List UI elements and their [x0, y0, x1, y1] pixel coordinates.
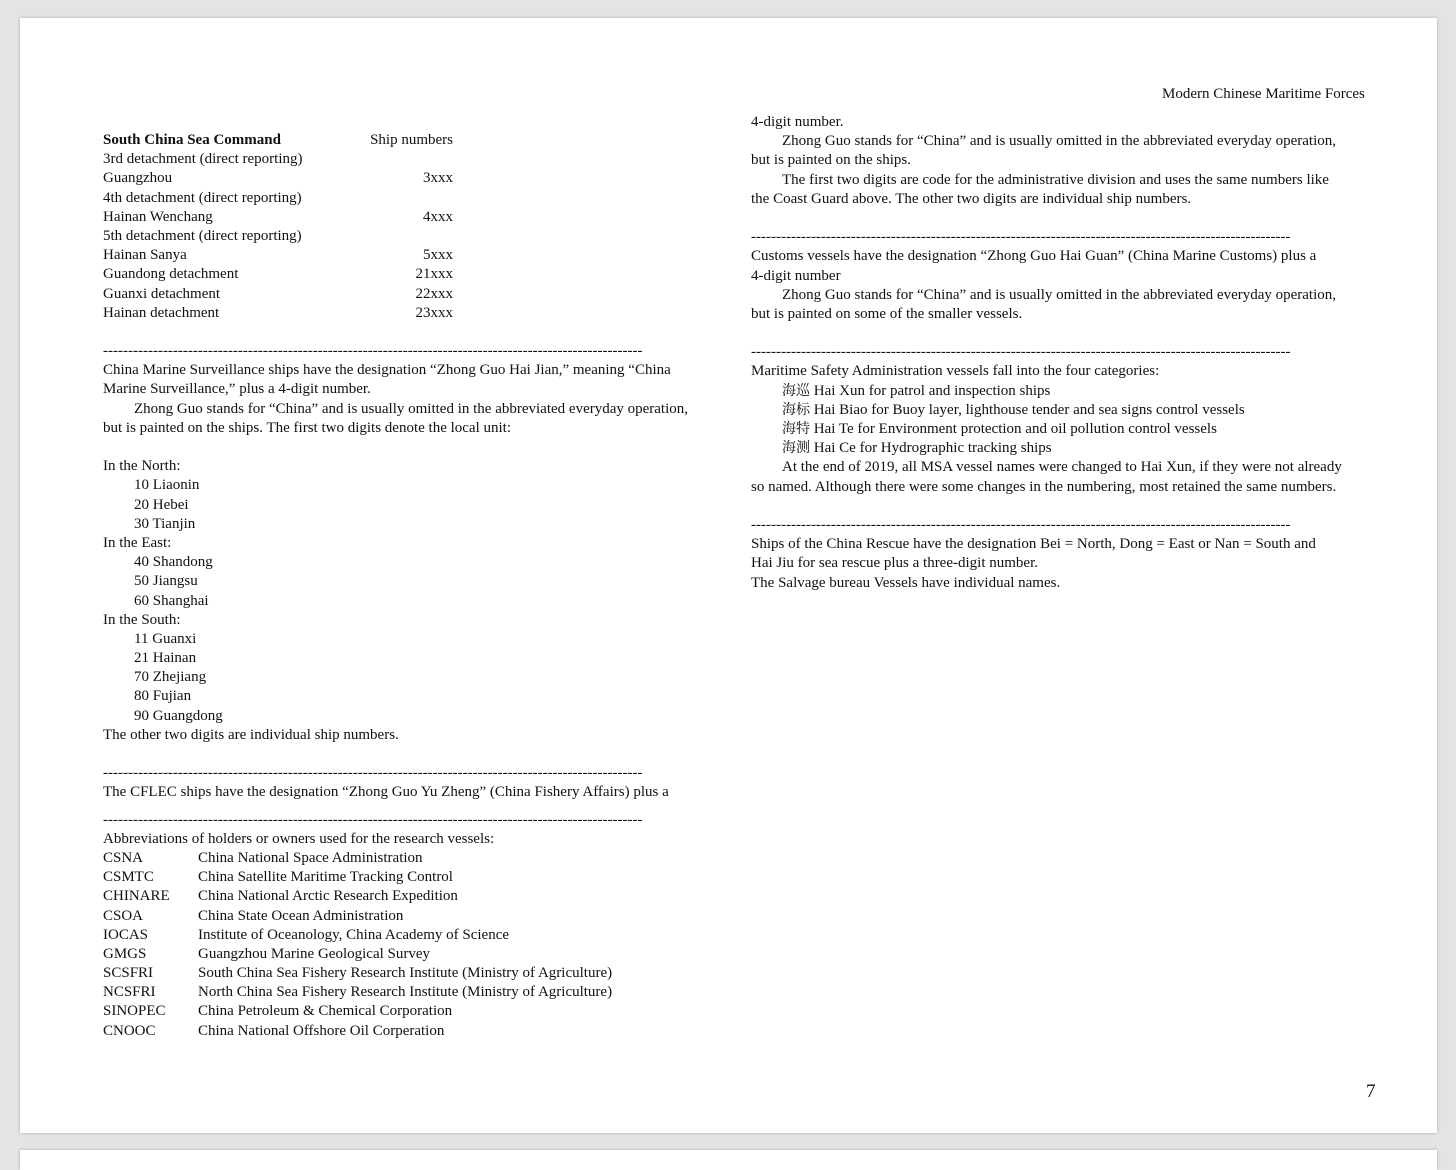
category-description: Hai Biao for Buoy layer, lighthouse tender and sea signs control vessels	[813, 401, 1245, 418]
paragraph-line: Hai Jiu for sea rescue plus a three-digit number.	[751, 555, 1038, 572]
list-item: 60 Shanghai	[134, 592, 209, 609]
paragraph-line: the Coast Guard above. The other two digits are individual ship numbers.	[751, 190, 1192, 207]
list-item: 21 Hainan	[134, 650, 197, 667]
paragraph-line: At the end of 2019, all MSA vessel names were changed to Hai Xun, if they were not already	[782, 459, 1342, 476]
command-table-row	[103, 227, 733, 246]
paragraph-line: Maritime Safety Administration vessels fall into the four categories:	[751, 363, 1160, 380]
abbreviation-description: China State Ocean Administration	[198, 907, 404, 924]
abbreviation-code: CNOOC	[103, 1022, 156, 1039]
msa-category	[751, 401, 1383, 420]
ship-number: 4xxx	[423, 208, 453, 225]
abbreviation-code: GMGS	[103, 945, 147, 962]
abbreviation-code: SCSFRI	[103, 965, 154, 982]
ship-number: 3xxx	[423, 170, 453, 187]
detachment-name: 5th detachment (direct reporting)	[103, 227, 302, 244]
command-table-row	[103, 208, 733, 227]
category-description: Hai Ce for Hydrographic tracking ships	[813, 440, 1052, 457]
rescue-section	[751, 535, 1383, 593]
ship-number: 5xxx	[423, 247, 453, 264]
paragraph-line: The Salvage bureau Vessels have individual names.	[751, 574, 1061, 591]
list-item: 70 Zhejiang	[134, 669, 207, 686]
category-description: Hai Xun for patrol and inspection ships	[813, 382, 1051, 399]
paragraph-line: Customs vessels have the designation “Zhong Guo Hai Guan” (China Marine Customs) plus a	[751, 248, 1317, 265]
paragraph-line: so named. Although there were some changes in the numbering, most retained the same numbers.	[751, 478, 1337, 495]
paragraph-line: Zhong Guo stands for “China” and is usually omitted in the abbreviated everyday operation,	[782, 133, 1337, 150]
ship-number	[365, 227, 453, 246]
detachment-name: Hainan detachment	[103, 304, 220, 321]
paragraph-line: The first two digits are code for the administrative division and uses the same numbers like	[782, 171, 1329, 188]
category-description: Hai Te for Environment protection and oil pollution control vessels	[813, 421, 1217, 437]
paragraph-line: Ships of the China Rescue have the designation Bei = North, Dong = East or Nan = South and	[751, 536, 1316, 553]
msa-category	[751, 420, 1383, 439]
running-title: Modern Chinese Maritime Forces	[1162, 86, 1365, 102]
abbreviation-row	[103, 1022, 733, 1041]
detachment-name: Hainan Wenchang	[103, 208, 213, 225]
region-heading: In the North:	[103, 458, 181, 475]
command-table-row	[103, 304, 733, 323]
divider: ------------------------------------------------------------------------------------------------------------	[751, 344, 1291, 361]
detachment-name: Guangzhou	[103, 170, 173, 187]
paragraph-line: 4-digit number.	[751, 114, 844, 130]
list-item: 11 Guanxi	[134, 630, 197, 647]
cflec-continuation	[751, 113, 1383, 209]
chinese-characters: 海测	[782, 440, 810, 457]
abbreviation-row	[103, 1002, 733, 1021]
paragraph-line: Zhong Guo stands for “China” and is usually omitted in the abbreviated everyday operation,	[782, 286, 1337, 303]
command-table	[103, 131, 733, 323]
abbreviation-description: Institute of Oceanology, China Academy of Science	[198, 926, 510, 943]
ship-number	[365, 150, 453, 169]
ship-number: 21xxx	[415, 266, 453, 283]
abbreviation-code: CHINARE	[103, 888, 170, 905]
paragraph-line: The other two digits are individual ship numbers.	[103, 726, 399, 743]
paragraph-line: China Marine Surveillance ships have the designation “Zhong Guo Hai Jian,” meaning “China	[103, 362, 671, 379]
detachment-name: 4th detachment (direct reporting)	[103, 189, 302, 206]
abbreviation-description: South China Sea Fishery Research Institute (Ministry of Agriculture)	[198, 965, 613, 982]
right-column	[751, 113, 1383, 593]
region-heading: In the South:	[103, 611, 181, 628]
divider: ------------------------------------------------------------------------------------------------------------	[103, 765, 643, 782]
paragraph-line: Zhong Guo stands for “China” and is usually omitted in the abbreviated everyday operation,	[134, 400, 689, 417]
command-table-row	[103, 150, 733, 169]
document-page	[20, 18, 1437, 1133]
region-heading: In the East:	[103, 534, 172, 551]
abbreviation-description: China National Offshore Oil Corperation	[198, 1022, 445, 1039]
command-table-row	[103, 189, 733, 208]
list-item: 90 Guangdong	[134, 707, 223, 724]
command-table-row	[103, 265, 733, 284]
abbreviation-code: IOCAS	[103, 926, 149, 943]
cms-section	[103, 361, 733, 745]
abbreviations-section	[103, 830, 733, 1041]
command-table-row	[103, 285, 733, 304]
abbreviation-description: China National Space Administration	[198, 849, 423, 866]
list-item: 10 Liaonin	[134, 477, 200, 494]
next-page-edge	[20, 1150, 1437, 1170]
list-item: 40 Shandong	[134, 554, 213, 571]
command-title: South China Sea Command	[103, 132, 281, 148]
paragraph-line: Marine Surveillance,” plus a 4-digit number.	[103, 381, 371, 398]
abbreviation-description: Guangzhou Marine Geological Survey	[198, 945, 431, 962]
paragraph-line: 4-digit number	[751, 267, 841, 284]
ship-number: 22xxx	[415, 285, 453, 302]
command-table-row	[103, 169, 733, 188]
ship-number	[365, 189, 453, 208]
divider: ------------------------------------------------------------------------------------------------------------	[103, 343, 643, 360]
list-item: 50 Jiangsu	[134, 573, 198, 590]
msa-section	[751, 362, 1383, 496]
paragraph-line: but is painted on the ships. The first two digits denote the local unit:	[103, 419, 512, 436]
detachment-name: Hainan Sanya	[103, 247, 187, 264]
abbreviation-row	[103, 983, 733, 1002]
command-table-header	[103, 131, 733, 150]
abbreviation-code: CSNA	[103, 849, 144, 866]
abbreviation-row	[103, 868, 733, 887]
abbreviation-description: North China Sea Fishery Research Institute (Ministry of Agriculture)	[198, 984, 613, 1001]
abbreviations-intro: Abbreviations of holders or owners used for the research vessels:	[103, 830, 495, 847]
divider: ------------------------------------------------------------------------------------------------------------	[751, 229, 1291, 246]
abbreviation-description: China Petroleum & Chemical Corporation	[198, 1003, 453, 1020]
list-item: 30 Tianjin	[134, 515, 196, 532]
paragraph-line: but is painted on some of the smaller vessels.	[751, 305, 1023, 322]
ship-number: 23xxx	[415, 304, 453, 321]
abbreviation-row	[103, 887, 733, 906]
divider: ------------------------------------------------------------------------------------------------------------	[103, 811, 643, 828]
chinese-characters: 海标	[782, 401, 810, 418]
command-table-row	[103, 246, 733, 265]
abbreviation-code: NCSFRI	[103, 984, 156, 1001]
abbreviation-row	[103, 907, 733, 926]
abbreviation-code: CSMTC	[103, 869, 154, 886]
page-number: 7	[1366, 1081, 1376, 1102]
abbreviation-code: CSOA	[103, 907, 144, 924]
abbreviation-row	[103, 964, 733, 983]
detachment-name: 3rd detachment (direct reporting)	[103, 151, 303, 168]
detachment-name: Guandong detachment	[103, 266, 239, 283]
msa-category	[751, 439, 1383, 458]
abbreviation-row	[103, 926, 733, 945]
abbreviation-row	[103, 849, 733, 868]
paragraph-line: but is painted on the ships.	[751, 152, 911, 169]
left-column	[103, 131, 733, 1041]
list-item: 20 Hebei	[134, 496, 189, 513]
abbreviation-description: China Satellite Maritime Tracking Control	[198, 869, 453, 886]
detachment-name: Guanxi detachment	[103, 285, 221, 302]
abbreviation-description: China National Arctic Research Expedition	[198, 888, 458, 905]
cflec-paragraph: The CFLEC ships have the designation “Zhong Guo Yu Zheng” (China Fishery Affairs) plus a	[103, 784, 669, 801]
abbreviation-code: SINOPEC	[103, 1003, 166, 1020]
chinese-characters: 海巡	[782, 382, 810, 399]
abbreviation-row	[103, 945, 733, 964]
chinese-characters: 海特	[782, 421, 810, 437]
customs-section	[751, 247, 1383, 324]
divider: ------------------------------------------------------------------------------------------------------------	[751, 516, 1291, 533]
msa-category	[751, 382, 1383, 401]
ship-numbers-header: Ship numbers	[370, 132, 453, 148]
list-item: 80 Fujian	[134, 688, 192, 705]
